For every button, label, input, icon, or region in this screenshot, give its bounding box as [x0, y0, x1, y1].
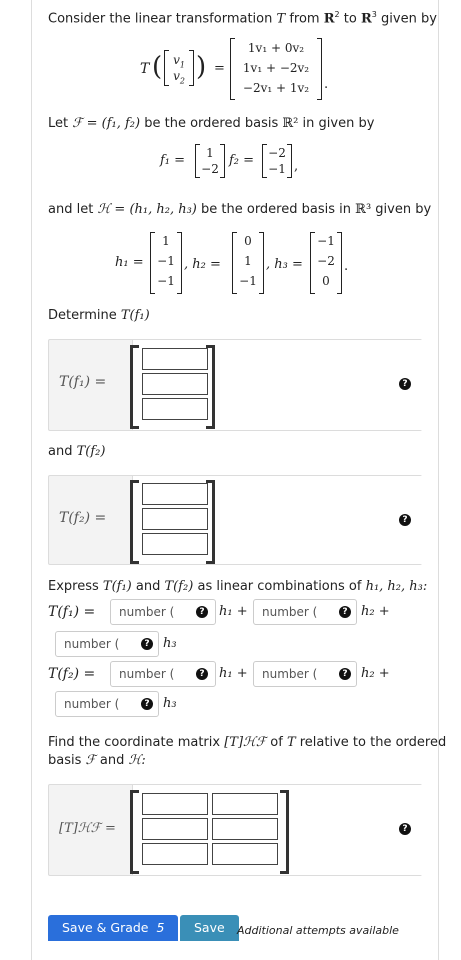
q1-help-icon[interactable]: ? — [399, 378, 411, 390]
save-button[interactable]: Save — [180, 915, 239, 941]
f2-vector: −2 −1 — [262, 144, 292, 178]
q3-f1-h2-term: h₂ + — [361, 604, 390, 619]
q1-entry-2[interactable] — [142, 373, 208, 395]
q1-label: T(f₁) = — [59, 374, 107, 390]
q1-prompt: Determine T(f₁) — [48, 308, 150, 323]
def-output-vector: 1v₁ + 0v₂ 1v₁ + −2v₂ −2v₁ + 1v₂ — [230, 38, 322, 100]
q3-row1-label: T(f₁) = — [48, 604, 96, 620]
save-grade-button[interactable]: Save & Grade 5 — [48, 915, 178, 941]
f2-label: f₂ = — [229, 153, 255, 168]
q4-bracket-left — [130, 790, 139, 874]
q3-f2-h2-term: h₂ + — [361, 666, 390, 681]
q2-answer-panel — [48, 475, 422, 565]
h2-vector: 0 1 −1 — [232, 232, 264, 294]
q4-entry-r1c2[interactable] — [212, 793, 278, 815]
q3-f2-h1-help-icon[interactable]: ? — [196, 668, 208, 680]
f1-vector: 1 −2 — [195, 144, 225, 178]
q3-f2-h3-input[interactable]: number ( — [55, 691, 159, 717]
q3-f2-h1-term: h₁ + — [219, 666, 248, 681]
q3-f2-h1-input[interactable]: number ( — [110, 661, 216, 687]
f1-label: f₁ = — [160, 153, 186, 168]
q4-help-icon[interactable]: ? — [399, 823, 411, 835]
q2-entry-1[interactable] — [142, 483, 208, 505]
q2-entry-2[interactable] — [142, 508, 208, 530]
basis-h-text: and let ℋ = (h₁, h₂, h₃) be the ordered basis in ℝ³ given by — [48, 202, 432, 217]
q1-entry-1[interactable] — [142, 348, 208, 370]
q4-entry-r1c1[interactable] — [142, 793, 208, 815]
q4-bracket-right — [280, 790, 289, 874]
q3-f1-h2-help-icon[interactable]: ? — [339, 606, 351, 618]
def-input-vector: $v_1$ $v_2$ — [164, 50, 194, 86]
q3-f1-h3-term: h₃ — [163, 636, 177, 651]
q4-entry-r3c1[interactable] — [142, 843, 208, 865]
q4-entry-r3c2[interactable] — [212, 843, 278, 865]
h3-vector: −1 −2 0 — [310, 232, 342, 294]
q3-f2-h2-input[interactable]: number ( — [253, 661, 357, 687]
def-T: T — [140, 61, 150, 77]
h3-label: , h₃ = — [266, 257, 303, 272]
q3-row2-label: T(f₂) = — [48, 666, 96, 682]
basis-f-text: Let ℱ = (f₁, f₂) be the ordered basis ℝ² in given by — [48, 116, 375, 131]
def-paren-open: ( — [152, 52, 163, 82]
intro-text: Consider the linear transformation T from $R^2$ to $R^3$ given by — [48, 10, 437, 27]
q3-f2-h2-help-icon[interactable]: ? — [339, 668, 351, 680]
q3-f1-h1-input[interactable]: number ( — [110, 599, 216, 625]
def-paren-close: ) — [196, 52, 207, 82]
q4-prompt-line2: basis ℱ and ℋ: — [48, 753, 146, 768]
def-period: . — [324, 77, 329, 92]
q4-label: [T]ℋℱ = — [59, 821, 116, 836]
f-comma: , — [294, 159, 299, 174]
h2-label: , h₂ = — [184, 257, 221, 272]
q2-help-icon[interactable]: ? — [399, 514, 411, 526]
attempts-note: Additional attempts available — [237, 924, 399, 937]
def-equals: = — [214, 61, 225, 76]
q2-bracket-left — [130, 480, 139, 564]
q2-label: T(f₂) = — [59, 510, 107, 526]
h-period: . — [344, 259, 349, 274]
q3-f1-h3-help-icon[interactable]: ? — [141, 638, 153, 650]
q4-entry-r2c2[interactable] — [212, 818, 278, 840]
q2-entry-3[interactable] — [142, 533, 208, 555]
q1-bracket-left — [130, 345, 139, 429]
q3-f1-h2-input[interactable]: number ( — [253, 599, 357, 625]
q3-f1-h1-term: h₁ + — [219, 604, 248, 619]
h1-vector: 1 −1 −1 — [150, 232, 182, 294]
q3-prompt: Express T(f₁) and T(f₂) as linear combinations of h₁, h₂, h₃: — [48, 579, 428, 594]
q3-f1-h1-help-icon[interactable]: ? — [196, 606, 208, 618]
q4-entry-r2c1[interactable] — [142, 818, 208, 840]
q3-f1-h3-input[interactable]: number ( — [55, 631, 159, 657]
q2-prompt: and T(f₂) — [48, 444, 106, 459]
h1-label: h₁ = — [115, 255, 144, 270]
q4-prompt-line1: Find the coordinate matrix [T]ℋℱ of T relative to the ordered — [48, 735, 447, 750]
q1-entry-3[interactable] — [142, 398, 208, 420]
q3-f2-h3-term: h₃ — [163, 696, 177, 711]
q3-f2-h3-help-icon[interactable]: ? — [141, 698, 153, 710]
q1-answer-panel — [48, 339, 422, 431]
